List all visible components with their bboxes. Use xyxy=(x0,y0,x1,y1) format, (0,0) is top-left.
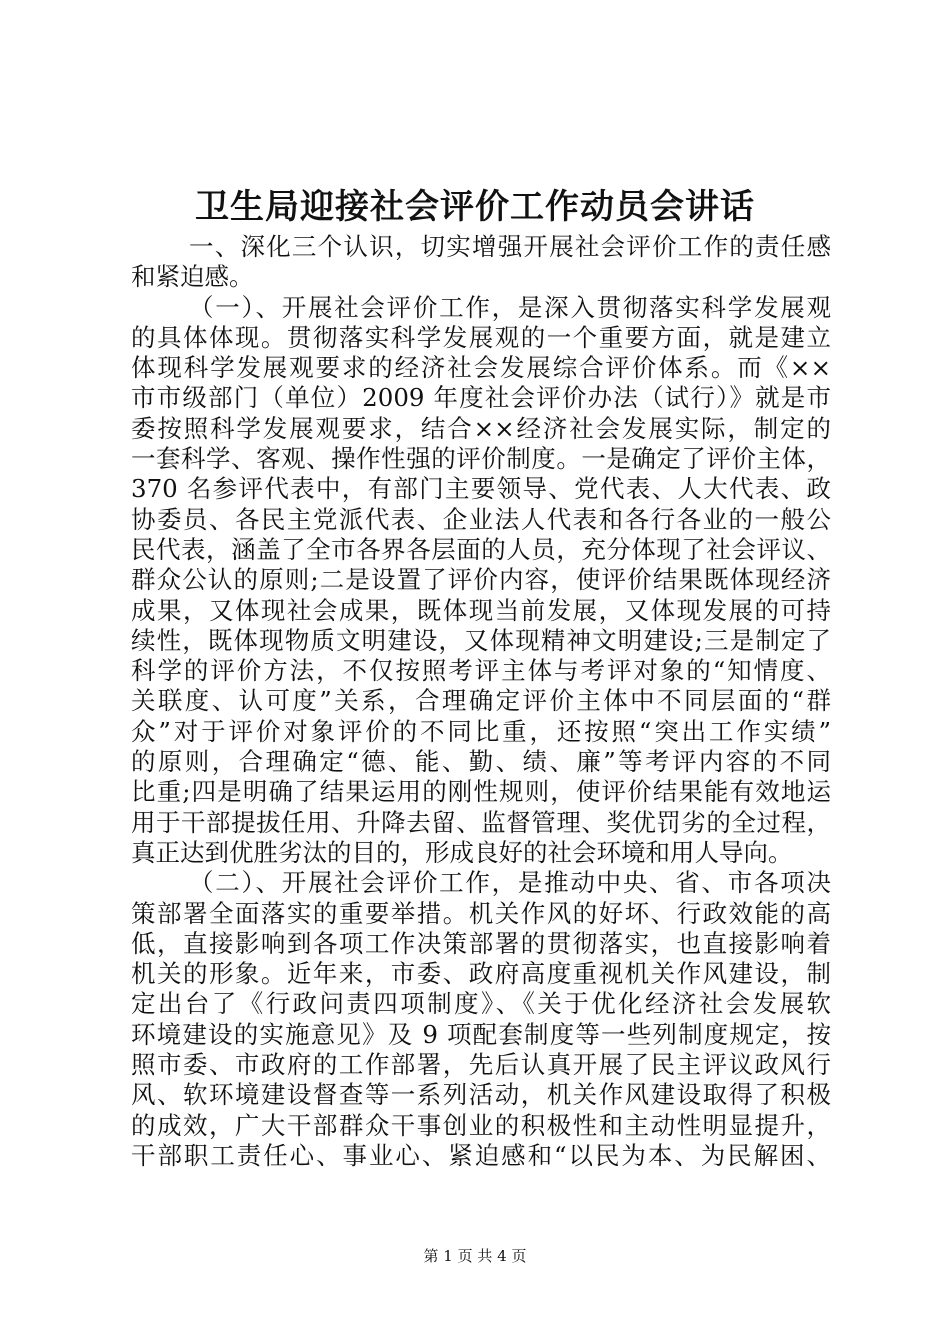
text-line: 真正达到优胜劣汰的目的，形成良好的社会环境和用人导向。 xyxy=(131,837,793,867)
text-line: 成果，又体现社会成果，既体现当前发展，又体现发展的可持 xyxy=(131,595,831,625)
text-line: 照市委、市政府的工作部署，先后认真开展了民主评议政风行 xyxy=(131,1050,831,1080)
text-line: 市市级部门（单位）2009 年度社会评价办法（试行）》就是市 xyxy=(131,383,831,413)
text-line: 续性，既体现物质文明建设，又体现精神文明建设;三是制定了 xyxy=(131,625,831,655)
text-line: 机关的形象。近年来，市委、政府高度重视机关作风建设，制 xyxy=(131,959,831,989)
text-line: 的成效，广大干部群众干事创业的积极性和主动性明显提升， xyxy=(131,1110,831,1140)
text-line: 370 名参评代表中，有部门主要领导、党代表、人大代表、政 xyxy=(131,474,831,504)
text-line: 的具体体现。贯彻落实科学发展观的一个重要方面，就是建立 xyxy=(131,322,831,352)
text-line: 干部职工责任心、事业心、紧迫感和“以民为本、为民解困、 xyxy=(131,1140,831,1170)
text-line: 体现科学发展观要求的经济社会发展综合评价体系。而《×× xyxy=(131,353,831,383)
text-line: 风、软环境建设督查等一系列活动，机关作风建设取得了积极 xyxy=(131,1080,831,1110)
page-number-footer: 第 1 页 共 4 页 xyxy=(423,1247,527,1265)
text-line: 策部署全面落实的重要举措。机关作风的好坏、行政效能的高 xyxy=(131,898,831,928)
text-line: 环境建设的实施意见》及 9 项配套制度等一些列制度规定，按 xyxy=(131,1019,831,1049)
text-line: 委按照科学发展观要求，结合××经济社会发展实际，制定的 xyxy=(131,413,831,443)
text-line: 群众公认的原则;二是设置了评价内容，使评价结果既体现经济 xyxy=(131,565,831,595)
document-body xyxy=(131,232,831,1171)
text-line: 协委员、各民主党派代表、企业法人代表和各行各业的一般公 xyxy=(131,504,831,534)
text-line: 用于干部提拔任用、升降去留、监督管理、奖优罚劣的全过程， xyxy=(131,807,831,837)
text-line: 民代表，涵盖了全市各界各层面的人员，充分体现了社会评议、 xyxy=(131,534,831,564)
document-title: 卫生局迎接社会评价工作动员会讲话 xyxy=(195,187,755,227)
text-line: 科学的评价方法，不仅按照考评主体与考评对象的“知情度、 xyxy=(131,656,831,686)
text-line: 一、深化三个认识，切实增强开展社会评价工作的责任感 xyxy=(189,232,831,261)
text-line: 和紧迫感。 xyxy=(131,262,254,292)
text-line: 低，直接影响到各项工作决策部署的贯彻落实，也直接影响着 xyxy=(131,928,831,958)
text-line: 的原则，合理确定“德、能、勤、绩、廉”等考评内容的不同 xyxy=(131,747,831,777)
text-line: 比重;四是明确了结果运用的刚性规则，使评价结果能有效地运 xyxy=(131,777,831,807)
text-line: 定出台了《行政问责四项制度》、《关于优化经济社会发展软 xyxy=(131,989,831,1019)
text-line: （一）、开展社会评价工作，是深入贯彻落实科学发展观 xyxy=(189,292,831,322)
text-line: 关联度、认可度”关系，合理确定评价主体中不同层面的“群 xyxy=(131,686,831,716)
text-line: 一套科学、客观、操作性强的评价制度。一是确定了评价主体， xyxy=(131,444,831,474)
text-line: 众”对于评价对象评价的不同比重，还按照“突出工作实绩” xyxy=(131,716,831,746)
text-line: （二）、开展社会评价工作，是推动中央、省、市各项决 xyxy=(189,868,831,898)
